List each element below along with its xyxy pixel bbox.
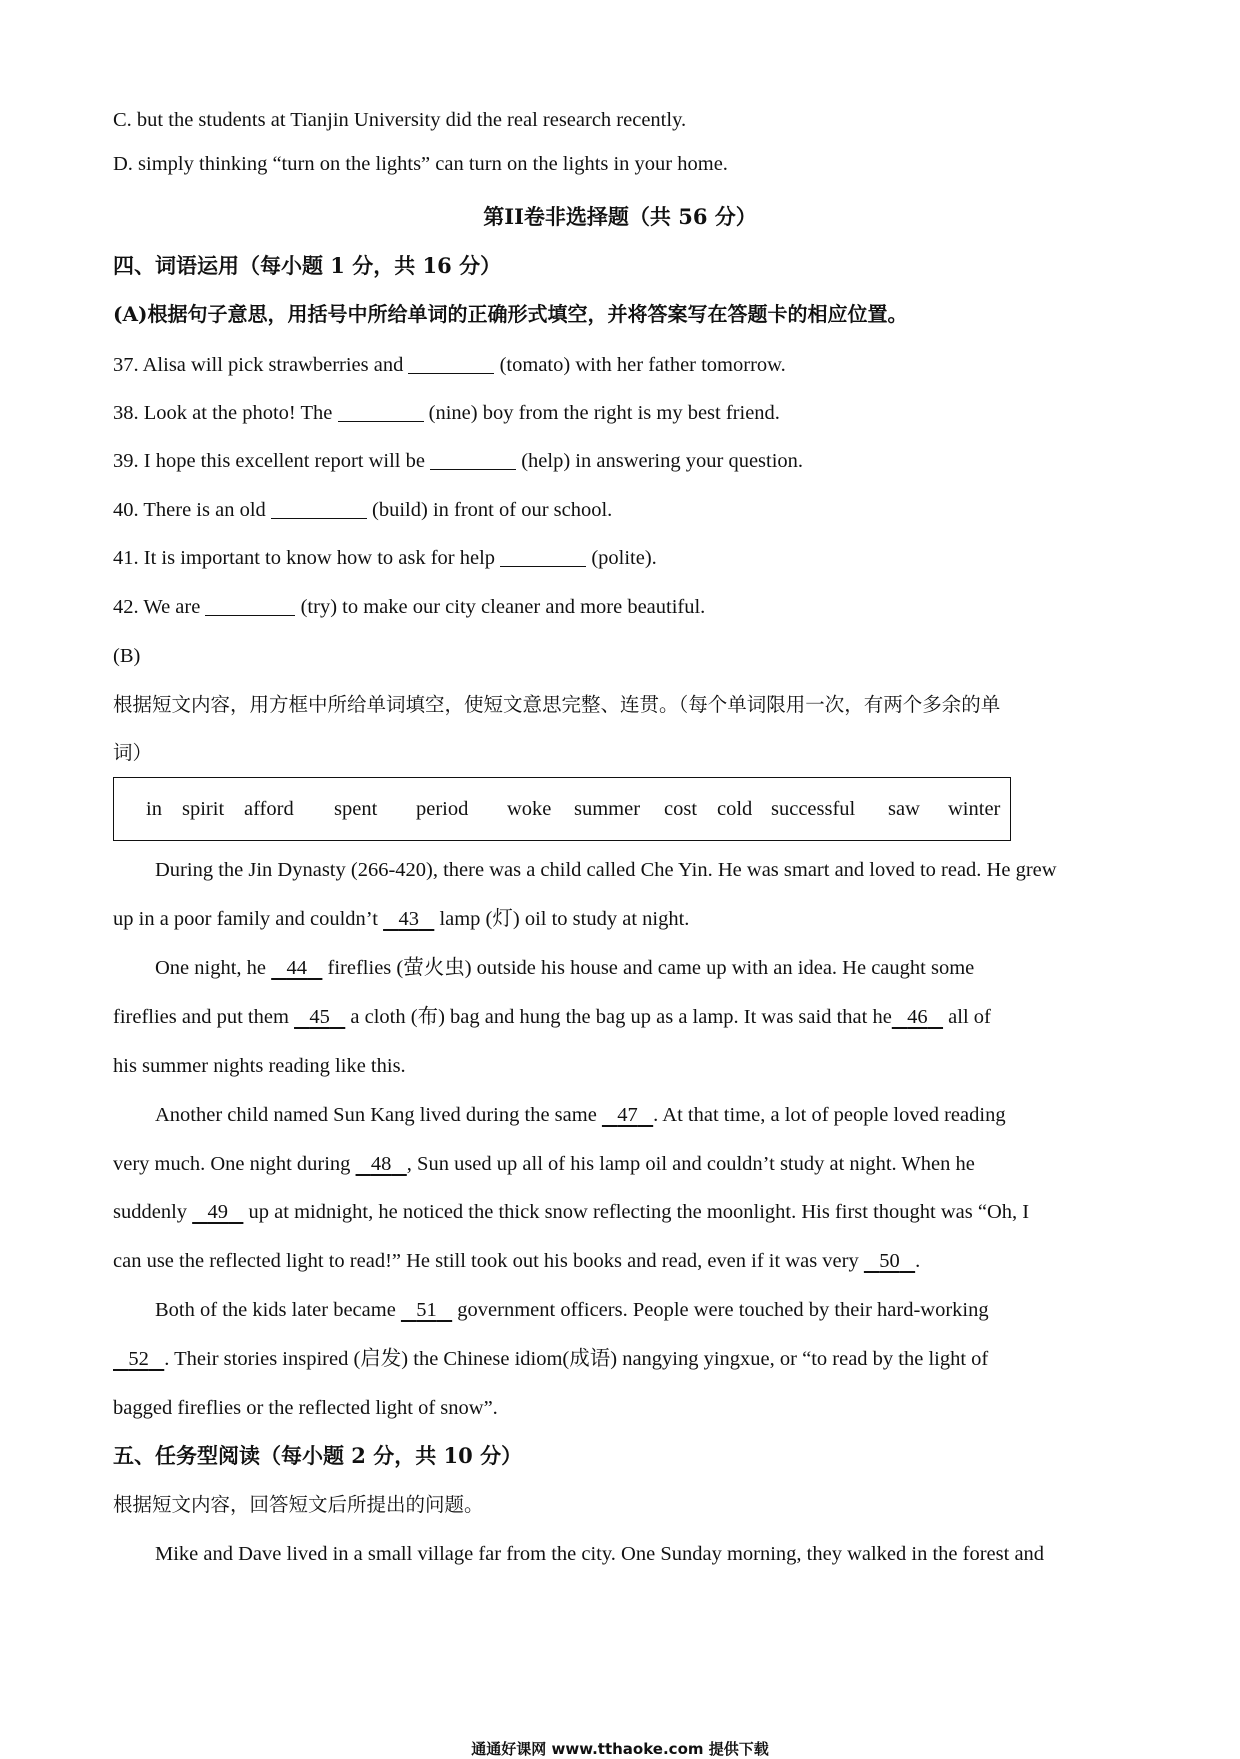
question-41: 41. It is important to know how to ask for help (polite).	[113, 547, 657, 569]
section4-a-instruction: (A)根据句子意思，用括号中所给单词的正确形式填空，并将答案写在答题卡的相应位置。	[113, 302, 908, 326]
answer-blank[interactable]	[205, 595, 295, 616]
word-box-item: winter	[948, 798, 1001, 820]
word-box-item: cold	[717, 798, 753, 820]
word-box-item: in	[146, 798, 162, 820]
section5-title: 五、任务型阅读（每小题 2 分，共 10 分）	[113, 1443, 523, 1468]
word-box-item: summer	[574, 798, 641, 820]
page-footer: 通通好课网 www.tthaoke.com 提供下载	[471, 1740, 769, 1758]
blank-44[interactable]: 44	[286, 957, 308, 979]
word-box-item: afford	[244, 798, 294, 820]
question-37: 37. Alisa will pick strawberries and (tomato) with her father tomorrow.	[113, 354, 786, 376]
blank-49[interactable]: 49	[207, 1201, 229, 1223]
blank-43[interactable]: 43	[398, 908, 419, 930]
answer-blank[interactable]	[408, 353, 494, 374]
word-box	[113, 777, 1011, 841]
section5-instruction: 根据短文内容，回答短文后所提出的问题。	[113, 1493, 484, 1516]
passage-line: very much. One night during 48 , Sun used up all of his lamp oil and couldn’t study at night. When he	[113, 1153, 975, 1175]
answer-blank[interactable]	[338, 401, 424, 422]
blank-50[interactable]: 50	[879, 1250, 900, 1272]
question-38: 38. Look at the photo! The (nine) boy from the right is my best friend.	[113, 402, 780, 424]
blank-52[interactable]: 52	[128, 1348, 149, 1370]
word-box-item: successful	[771, 798, 856, 820]
word-box-item: spent	[334, 798, 378, 820]
answer-blank[interactable]	[500, 546, 586, 567]
part2-title: 第II卷非选择题（共 56 分）	[483, 204, 757, 229]
blank-51[interactable]: 51	[416, 1299, 437, 1321]
passage-line: 52 . Their stories inspired (启发) the Chinese idiom(成语) nangying yingxue, or “to read by the light of	[113, 1346, 988, 1372]
question-40: 40. There is an old (build) in front of our school.	[113, 499, 613, 521]
passage-line: Another child named Sun Kang lived during the same 47 . At that time, a lot of people loved reading	[155, 1104, 1006, 1126]
word-box-item: period	[416, 798, 469, 820]
passage-line: fireflies and put them 45 a cloth (布) bag and hung the bag up as a lamp. It was said that he 46 all of	[113, 1006, 991, 1028]
passage-line: bagged fireflies or the reflected light of snow”.	[113, 1397, 498, 1419]
passage-line: One night, he 44 fireflies (萤火虫) outside his house and came up with an idea. He caught some	[155, 957, 975, 979]
passage-line: During the Jin Dynasty (266-420), there was a child called Che Yin. He was smart and loved to read. He grew	[155, 859, 1057, 881]
word-box-item: saw	[888, 798, 920, 820]
answer-blank[interactable]	[271, 498, 367, 519]
passage-line: his summer nights reading like this.	[113, 1055, 406, 1077]
passage-line: suddenly 49 up at midnight, he noticed the thick snow reflecting the moonlight. His first thought was “Oh, I	[113, 1201, 1030, 1223]
question-39: 39. I hope this excellent report will be (help) in answering your question.	[113, 450, 804, 472]
word-box-item: woke	[507, 798, 552, 820]
question-42: 42. We are (try) to make our city cleaner and more beautiful.	[113, 596, 706, 618]
blank-46[interactable]: 46	[907, 1006, 928, 1028]
word-box-item: cost	[664, 798, 698, 820]
passage-line: can use the reflected light to read!” He still took out his books and read, even if it was very 50 .	[113, 1250, 921, 1272]
section4-b-instruction: 根据短文内容，用方框中所给单词填空，使短文意思完整、连贯。（每个单词限用一次，有两个多余的单	[113, 693, 1001, 716]
section4-title: 四、词语运用（每小题 1 分，共 16 分）	[113, 253, 502, 278]
option-d: D. simply thinking “turn on the lights” can turn on the lights in your home.	[113, 153, 728, 175]
blank-45[interactable]: 45	[309, 1006, 330, 1028]
section4-b-label: (B)	[113, 645, 141, 667]
blank-48[interactable]: 48	[370, 1153, 392, 1175]
option-c: C. but the students at Tianjin University did the real research recently.	[113, 109, 687, 131]
word-box-item: spirit	[182, 798, 225, 820]
blank-47[interactable]: 47	[617, 1104, 638, 1126]
section4-b-instruction-cont: 词）	[113, 741, 153, 764]
answer-blank[interactable]	[430, 449, 516, 470]
passage-line: Both of the kids later became 51 government officers. People were touched by their hard-working	[155, 1299, 989, 1321]
section5-passage-line: Mike and Dave lived in a small village far from the city. One Sunday morning, they walked in the forest and	[155, 1543, 1045, 1565]
passage-line: up in a poor family and couldn’t 43 lamp (灯) oil to study at night.	[113, 908, 690, 930]
